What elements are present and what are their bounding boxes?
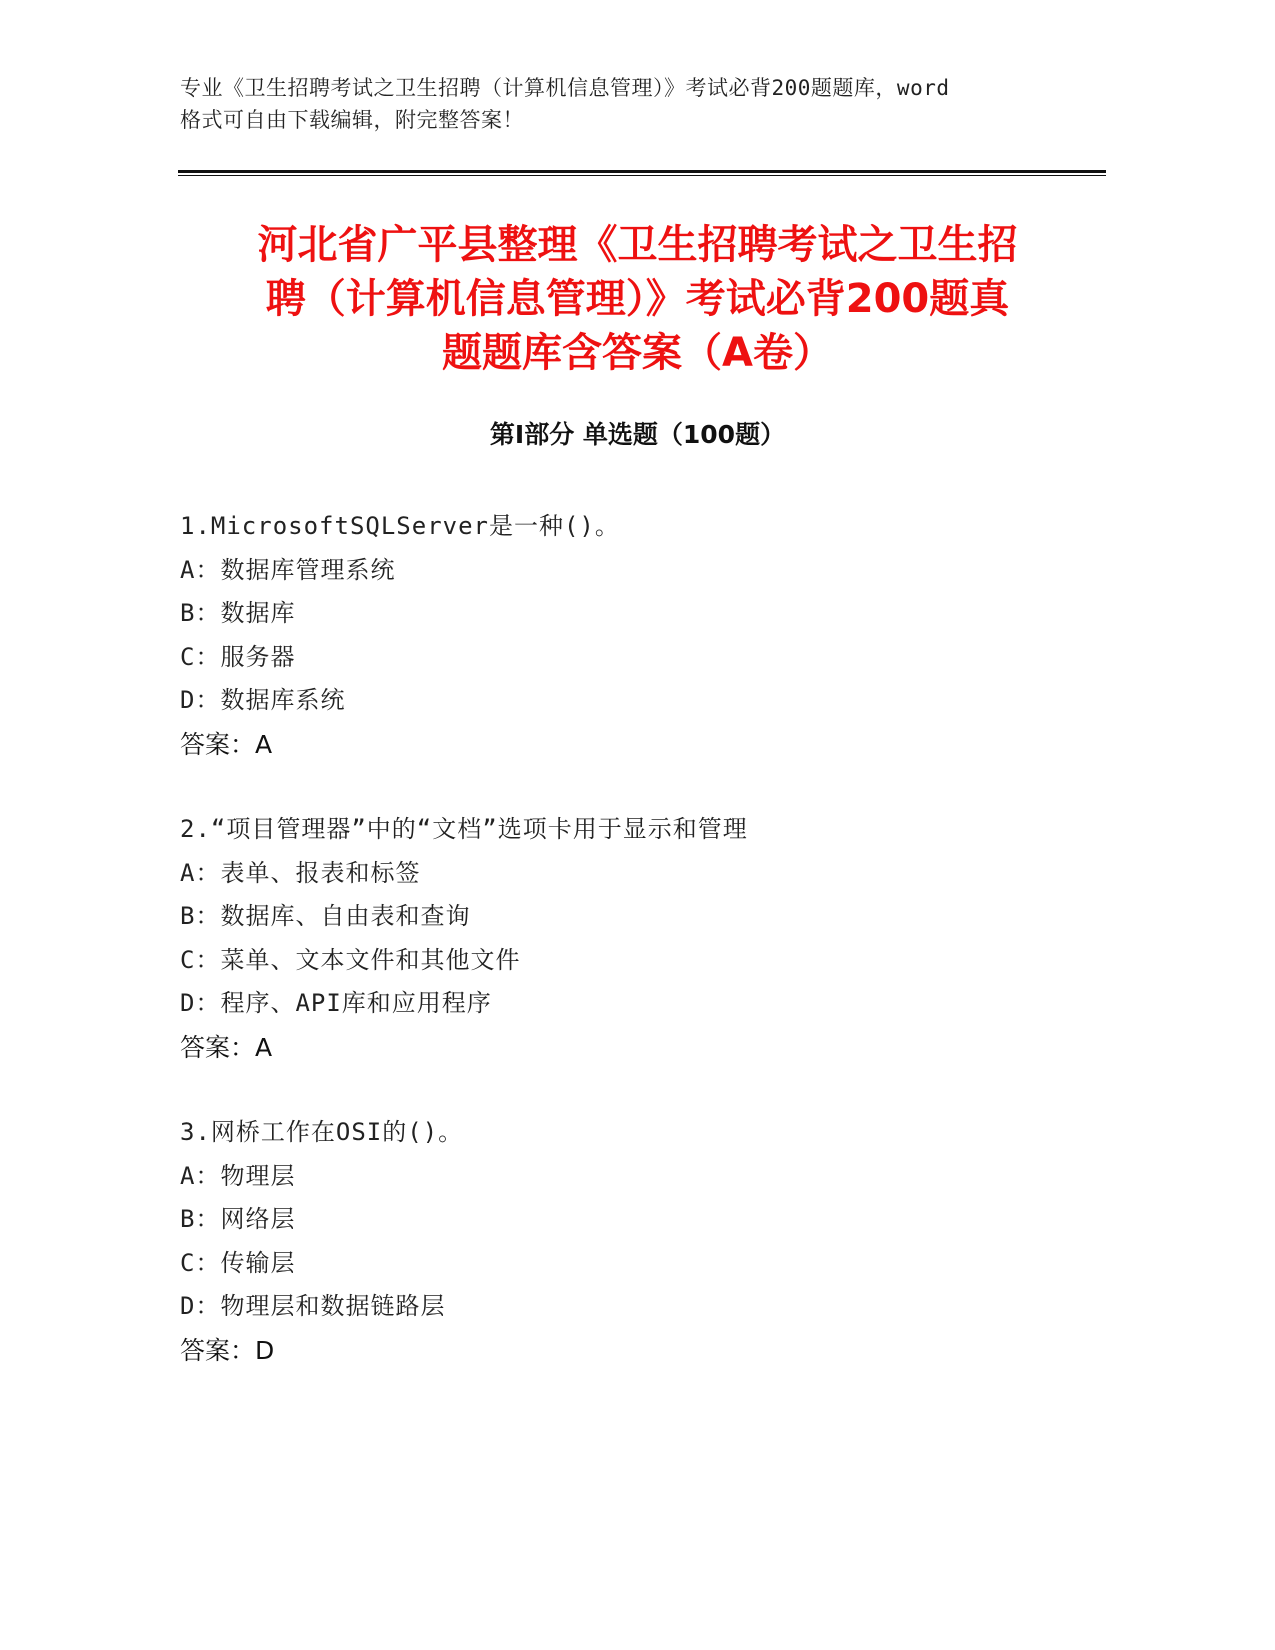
title-line-1: 河北省广平县整理《卫生招聘考试之卫生招 [257,222,1018,268]
answer: 答案：D [180,1335,275,1365]
header-divider-thin [178,175,1106,176]
question-stem: 2.“项目管理器”中的“文档”选项卡用于显示和管理 [180,815,748,843]
question-stem: 1.MicrosoftSQLServer是一种()。 [180,512,620,540]
header-divider-thick [178,170,1106,173]
header-note-line-2: 格式可自由下载编辑，附完整答案！ [180,108,524,132]
answer: 答案：A [180,1032,273,1062]
question-2 [180,808,1120,1069]
option-a: A：物理层 [180,1161,296,1190]
option-d: D：物理层和数据链路层 [180,1292,446,1320]
option-a: A：数据库管理系统 [180,555,396,584]
document-header-note [180,72,1060,136]
answer: 答案：A [180,729,273,759]
section-heading: 第I部分 单选题（100题） [489,420,786,449]
option-c: C：传输层 [180,1248,296,1277]
option-b: B：数据库、自由表和查询 [180,902,471,930]
document-title [150,218,1125,380]
question-3 [180,1111,1120,1372]
option-c: C：菜单、文本文件和其他文件 [180,945,521,974]
option-c: C：服务器 [180,642,296,671]
question-list [180,505,1120,1414]
question-stem: 3.网桥工作在OSI的()。 [180,1118,464,1146]
option-b: B：网络层 [180,1205,296,1233]
title-line-2: 聘（计算机信息管理）》考试必背200题真 [265,276,1010,322]
option-a: A：表单、报表和标签 [180,858,421,887]
option-b: B：数据库 [180,599,296,627]
option-d: D：程序、API库和应用程序 [180,989,492,1017]
header-note-line-1: 专业《卫生招聘考试之卫生招聘（计算机信息管理）》考试必背200题题库，word [180,76,950,100]
question-1 [180,505,1120,766]
title-line-3: 题题库含答案（A卷） [442,330,833,376]
option-d: D：数据库系统 [180,686,346,714]
